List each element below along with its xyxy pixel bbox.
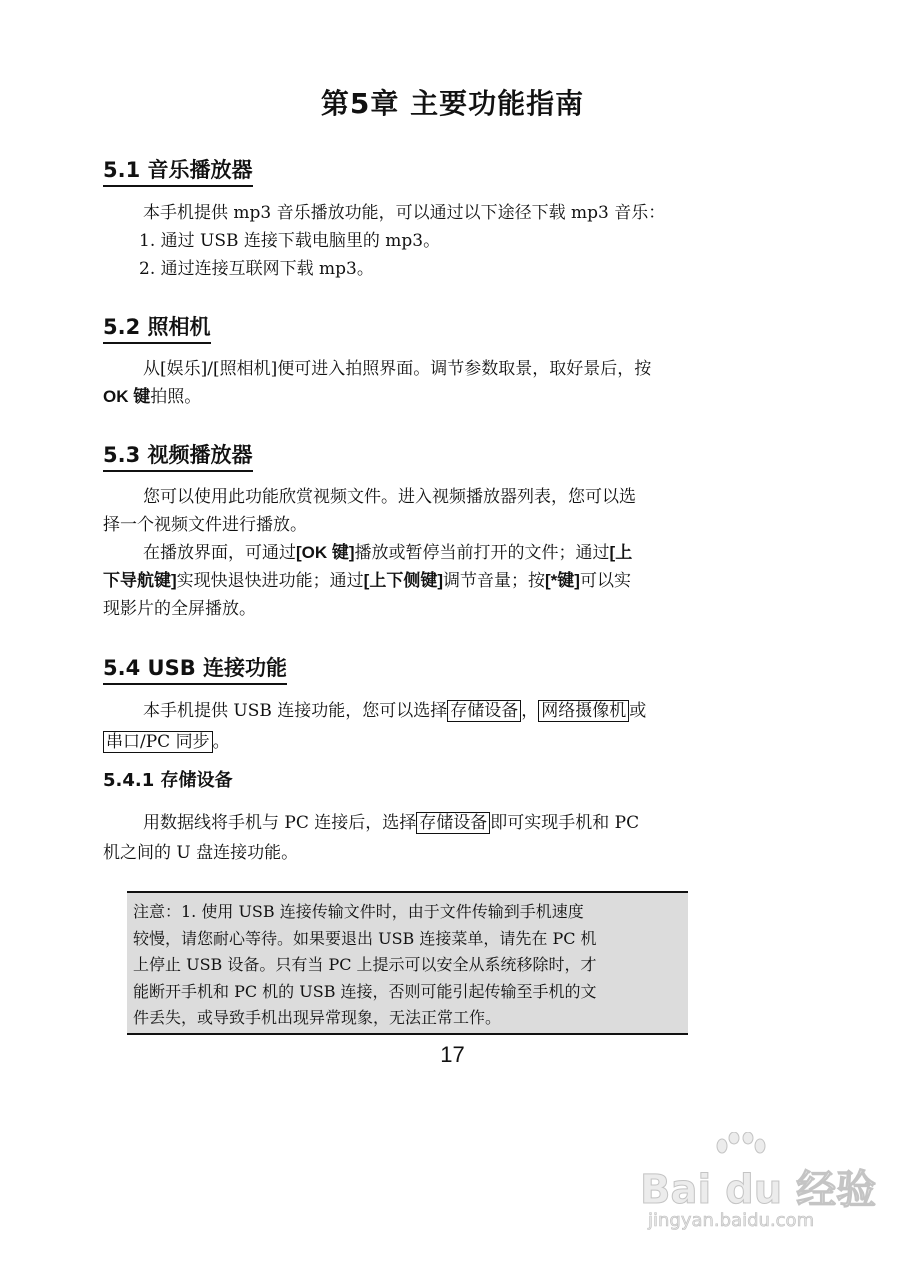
- watermark-brand: Bai du 经验: [640, 1167, 877, 1213]
- nav-key-end: 下导航键]: [103, 571, 177, 590]
- watermark-url: jingyan.baidu.com: [648, 1210, 815, 1231]
- option-storage-device-2: 存储设备: [416, 812, 490, 834]
- s53-text-a: 在播放界面，可通过: [143, 543, 296, 563]
- note-line: 件丢失，或导致手机出现异常现象，无法正常工作。: [133, 1008, 502, 1027]
- s54-line-2: [103, 729, 723, 755]
- s541-line-2: 机之间的 U 盘连接功能。: [103, 843, 299, 863]
- s52-line-2: [103, 384, 723, 410]
- ok-key: [OK 键]: [296, 543, 355, 562]
- s52-line-2-rest: 拍照。: [150, 387, 202, 407]
- side-key: [上下侧键]: [363, 571, 443, 590]
- baidu-jingyan-watermark: [640, 1140, 877, 1250]
- option-storage-device: 存储设备: [447, 700, 521, 722]
- note-line: 能断开手机和 PC 机的 USB 连接，否则可能引起传输至手机的文: [133, 981, 597, 1001]
- s53-text-d: 调节音量；按: [443, 571, 545, 591]
- section-heading-5-3: 5.3 视频播放器: [103, 441, 253, 472]
- s54-text-a: 本手机提供 USB 连接功能，您可以选择: [143, 701, 448, 721]
- option-webcam: 网络摄像机: [538, 700, 629, 722]
- s53-text-b: 播放或暂停当前打开的文件；通过: [354, 543, 610, 563]
- s541-text-b: 即可实现手机和 PC: [490, 813, 640, 833]
- subsection-heading-5-4-1: 5.4.1 存储设备: [103, 770, 233, 791]
- page-number: 17: [440, 1042, 465, 1067]
- s53-p1-line-1: 您可以使用此功能欣赏视频文件。进入视频播放器列表，您可以选: [143, 487, 636, 507]
- s53-text-c: 实现快退快进功能；通过: [176, 571, 364, 591]
- section-heading-5-1: 5.1 音乐播放器: [103, 156, 253, 187]
- note-line: 较慢，请您耐心等待。如果要退出 USB 连接菜单，请先在 PC 机: [133, 928, 597, 948]
- s53-p2-line-3: 现影片的全屏播放。: [103, 599, 256, 619]
- s54-separator: ，: [521, 701, 539, 721]
- s54-line-1: [143, 698, 763, 724]
- star-key: [*键]: [545, 571, 580, 590]
- note-box: [127, 891, 688, 1035]
- note-line: 注意：1. 使用 USB 连接传输文件时，由于文件传输到手机速度: [133, 902, 584, 921]
- chapter-title: 第5章 主要功能指南: [320, 87, 585, 120]
- s53-p2-line-2: [103, 568, 723, 594]
- s52-line-1: 从[娱乐]/[照相机]便可进入拍照界面。调节参数取景，取好景后，按: [143, 359, 652, 379]
- s53-p1-line-2: 择一个视频文件进行播放。: [103, 515, 307, 535]
- s51-item-2: 2. 通过连接互联网下载 mp3。: [139, 259, 374, 279]
- section-heading-5-2: 5.2 照相机: [103, 313, 211, 344]
- option-serial-pc-sync: 串口/PC 同步: [103, 731, 213, 753]
- s54-text-b: 或: [629, 701, 647, 721]
- s54-text-end: 。: [212, 732, 230, 752]
- section-heading-5-4: 5.4 USB 连接功能: [103, 654, 287, 685]
- s53-text-e: 可以实: [579, 571, 631, 591]
- s51-item-1: 1. 通过 USB 连接下载电脑里的 mp3。: [139, 231, 441, 251]
- nav-key-start: [上: [609, 543, 633, 562]
- note-line: 上停止 USB 设备。只有当 PC 上提示可以安全从系统移除时，才: [133, 955, 597, 974]
- s541-text-a: 用数据线将手机与 PC 连接后，选择: [143, 813, 417, 833]
- ok-key-label: OK 键: [103, 387, 151, 406]
- s53-p2-line-1: [143, 540, 763, 566]
- s541-line-1: [143, 810, 763, 836]
- s51-intro: 本手机提供 mp3 音乐播放功能，可以通过以下途径下载 mp3 音乐：: [143, 203, 666, 223]
